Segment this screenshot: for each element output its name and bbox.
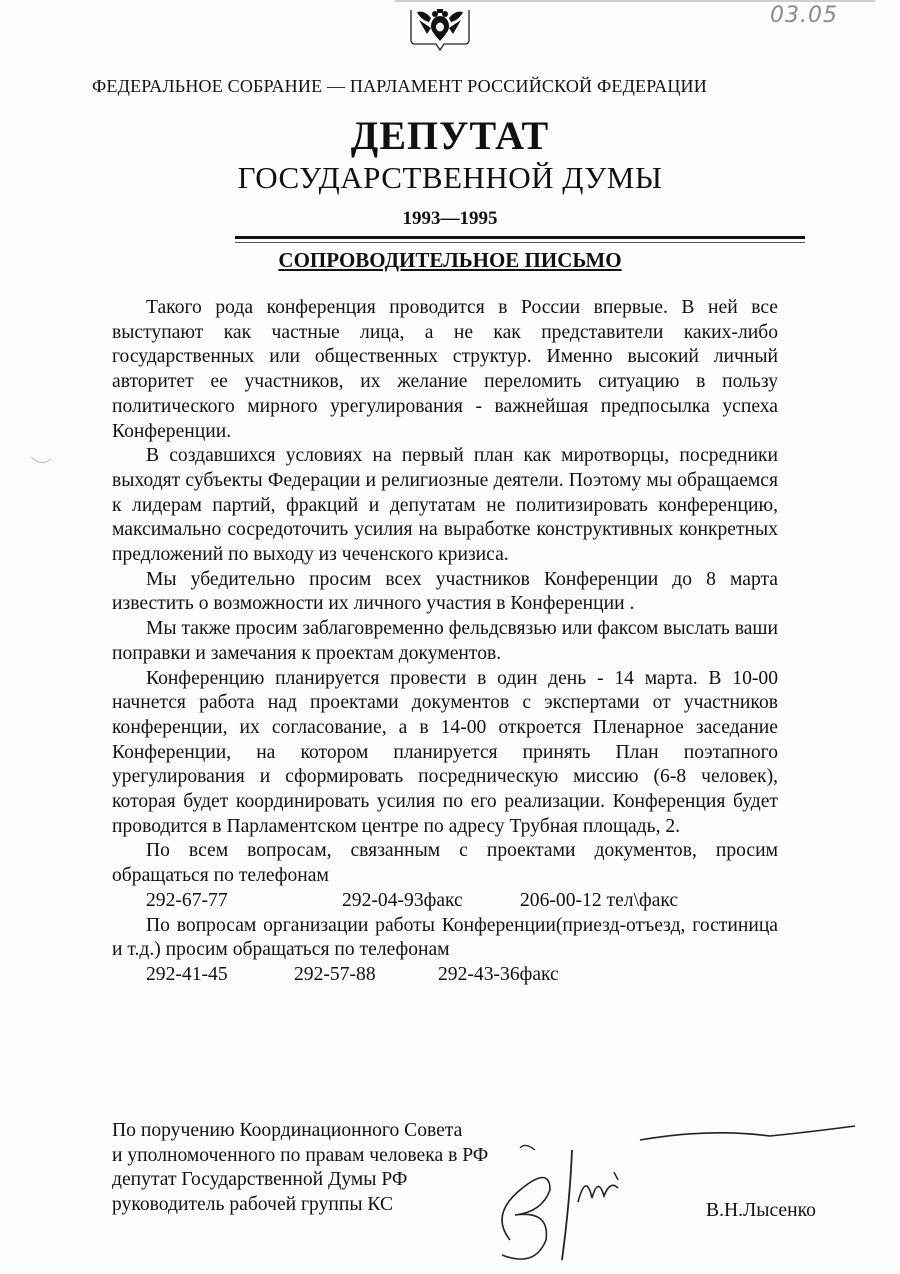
- letter-body: [112, 296, 778, 988]
- signature-line: депутат Государственной Думы РФ: [112, 1169, 408, 1191]
- double-headed-eagle-emblem-icon: [405, 8, 475, 53]
- signature-line: По поручению Координационного Совета: [112, 1120, 463, 1141]
- letter-heading: СОПРОВОДИТЕЛЬНОЕ ПИСЬМО: [278, 248, 622, 272]
- phones-documents: [112, 889, 778, 914]
- scan-edge: [395, 0, 875, 2]
- header-rule-thin: [235, 242, 805, 243]
- phones-organization: [112, 963, 778, 988]
- signature-block: [112, 1119, 488, 1218]
- paragraph-deadline: Мы убедительно просим всех участников Конференции до 8 марта известить о возможности их личного участия в Конференции .: [112, 568, 778, 615]
- scan-artifact: [30, 455, 52, 467]
- signature-line: и уполномоченного по правам человека в РФ: [112, 1144, 489, 1166]
- paragraph-mediators: В создавшихся условиях на первый план как миротворцы, посредники выходят субъекты Федерации и религиозные деятели. Поэтому мы обращаемся к лидерам партий, фракций и депутатам не политизировать конференцию, максимально сосредоточить усилия на выработке конструктивных конкретных предложений по выходу из чеченского кризиса.: [112, 445, 778, 566]
- phone-number: 292-41-45: [146, 963, 228, 985]
- paragraph-amendments: Мы также просим заблаговременно фельдсвязью или факсом выслать ваши поправки и замечания к проектам документов.: [112, 618, 778, 664]
- header-rule: [235, 236, 805, 239]
- term-years: 1993—1995: [402, 208, 498, 229]
- phone-tel-fax: 206-00-12 тел\факс: [520, 889, 679, 911]
- organization-header: ФЕДЕРАЛЬНОЕ СОБРАНИЕ — ПАРЛАМЕНТ РОССИЙСКОЙ ФЕДЕРАЦИИ: [92, 76, 707, 96]
- signer-name: В.Н.Лысенко: [706, 1200, 816, 1221]
- phone-fax: 292-04-93факс: [342, 889, 463, 911]
- signature-line: руководитель рабочей группы КС: [112, 1194, 394, 1216]
- handwritten-signature: [480, 1120, 860, 1270]
- paragraph-contacts-documents: По всем вопросам, связанным с проектами документов, просим обращаться по телефонам: [112, 840, 778, 887]
- paragraph-intro: Такого рода конференция проводится в России впервые. В ней все выступают как частные лица, а не как представители каких-либо государственных или общественных структур. Именно высокий личный авторитет ее участников, их желание переломить ситуацию в пользу политического мирного урегулирования - важнейшая предпосылка успеха Конференции.: [112, 297, 778, 442]
- phone-number: 292-67-77: [146, 889, 228, 911]
- phone-fax: 292-43-36факс: [438, 963, 559, 985]
- handwritten-note: 03.05: [770, 3, 838, 28]
- document-subtitle: ГОСУДАРСТВЕННОЙ ДУМЫ: [237, 160, 663, 195]
- paragraph-schedule: Конференцию планируется провести в один день - 14 марта. В 10-00 начнется работа над проектами документов с экспертами от участников конференции, их согласование, а в 14-00 откроется Пленарное заседание Конференции, на котором планируется принять План поэтапного урегулирования и сформировать посредническую миссию (6-8 человек), которая будет координировать усилия по его реализации. Конференция будет проводится в Парламентском центре по адресу Трубная площадь, 2.: [112, 667, 778, 837]
- paragraph-contacts-organization: По вопросам организации работы Конференции(приезд-отъезд, гостиница и т.д.) просим обращаться по телефонам: [112, 914, 778, 961]
- document-title: ДЕПУТАТ: [350, 113, 550, 158]
- phone-number: 292-57-88: [294, 963, 376, 985]
